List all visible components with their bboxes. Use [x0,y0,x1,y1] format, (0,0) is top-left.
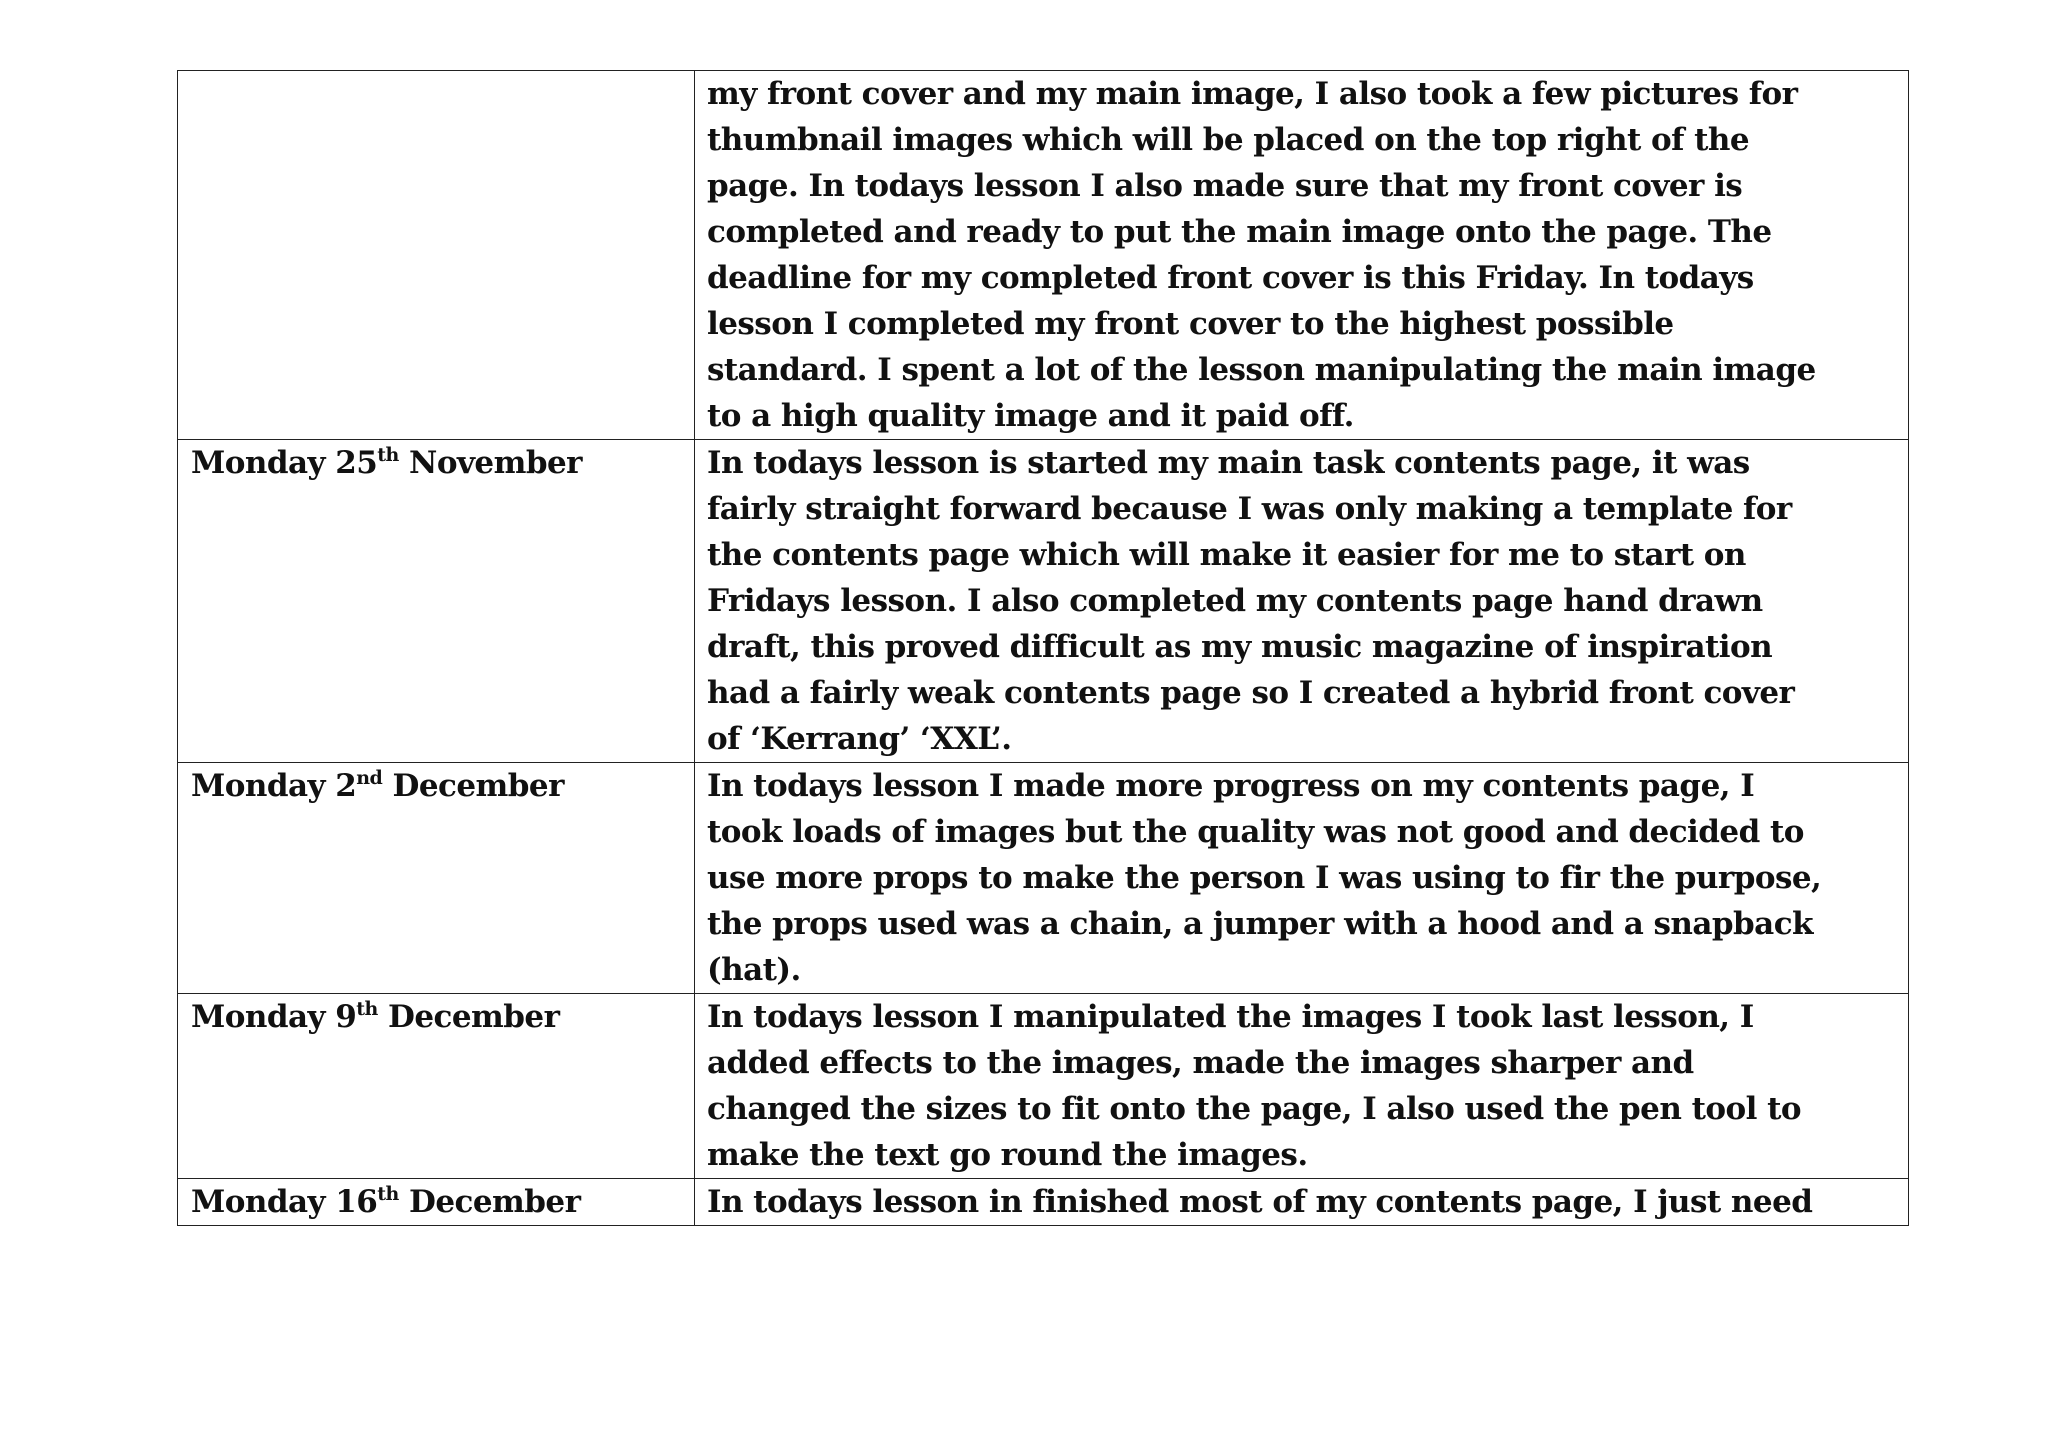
entry-line: my front cover and my main image, I also took a few pictures for [707,76,1798,112]
table-row [178,763,1909,994]
entry-line: use more props to make the person I was using to fir the purpose, [707,860,1822,896]
date-text: Monday 2nd December [191,767,564,804]
date-text: Monday 9th December [191,998,560,1035]
entry-line: took loads of images but the quality was not good and decided to [707,814,1804,850]
entry-line: draft, this proved difficult as my music magazine of inspiration [707,629,1773,665]
entry-line: to a high quality image and it paid off. [707,398,1354,434]
entry-line: page. In todays lesson I also made sure that my front cover is [707,168,1743,204]
date-text: Monday 25th November [191,444,582,481]
entry-line: added effects to the images, made the images sharper and [707,1045,1694,1081]
table-row [178,71,1909,440]
entry-line: In todays lesson in finished most of my contents page, I just need [707,1184,1813,1220]
entry-line: In todays lesson I manipulated the images I took last lesson, I [707,999,1754,1035]
date-cell [178,440,695,763]
date-cell [178,763,695,994]
entry-line: the props used was a chain, a jumper with a hood and a snapback [707,906,1813,942]
entry-line: the contents page which will make it easier for me to start on [707,537,1746,573]
entry-line: make the text go round the images. [707,1137,1308,1173]
date-cell [178,994,695,1179]
entry-line: In todays lesson I made more progress on my contents page, I [707,768,1755,804]
table-row [178,994,1909,1179]
date-cell [178,1179,695,1226]
entry-line: of ‘Kerrang’ ‘XXL’. [707,721,1012,757]
entry-cell [695,994,1909,1179]
entry-line: standard. I spent a lot of the lesson manipulating the main image [707,352,1816,388]
table-row [178,440,1909,763]
entry-line: had a fairly weak contents page so I created a hybrid front cover [707,675,1795,711]
entry-line: thumbnail images which will be placed on the top right of the [707,122,1750,158]
entry-line: changed the sizes to fit onto the page, I also used the pen tool to [707,1091,1801,1127]
table-row [178,1179,1909,1226]
entry-line: (hat). [707,952,801,988]
entry-cell [695,1179,1909,1226]
entry-line: completed and ready to put the main image onto the page. The [707,214,1772,250]
entry-line: deadline for my completed front cover is this Friday. In todays [707,260,1754,296]
lesson-diary-table [177,70,1909,1226]
entry-line: Fridays lesson. I also completed my contents page hand drawn [707,583,1763,619]
date-text: Monday 16th December [191,1183,581,1220]
entry-line: lesson I completed my front cover to the highest possible [707,306,1674,342]
entry-line: In todays lesson is started my main task contents page, it was [707,445,1750,481]
date-cell [178,71,695,440]
entry-cell [695,440,1909,763]
entry-cell [695,763,1909,994]
entry-cell [695,71,1909,440]
entry-line: fairly straight forward because I was only making a template for [707,491,1792,527]
